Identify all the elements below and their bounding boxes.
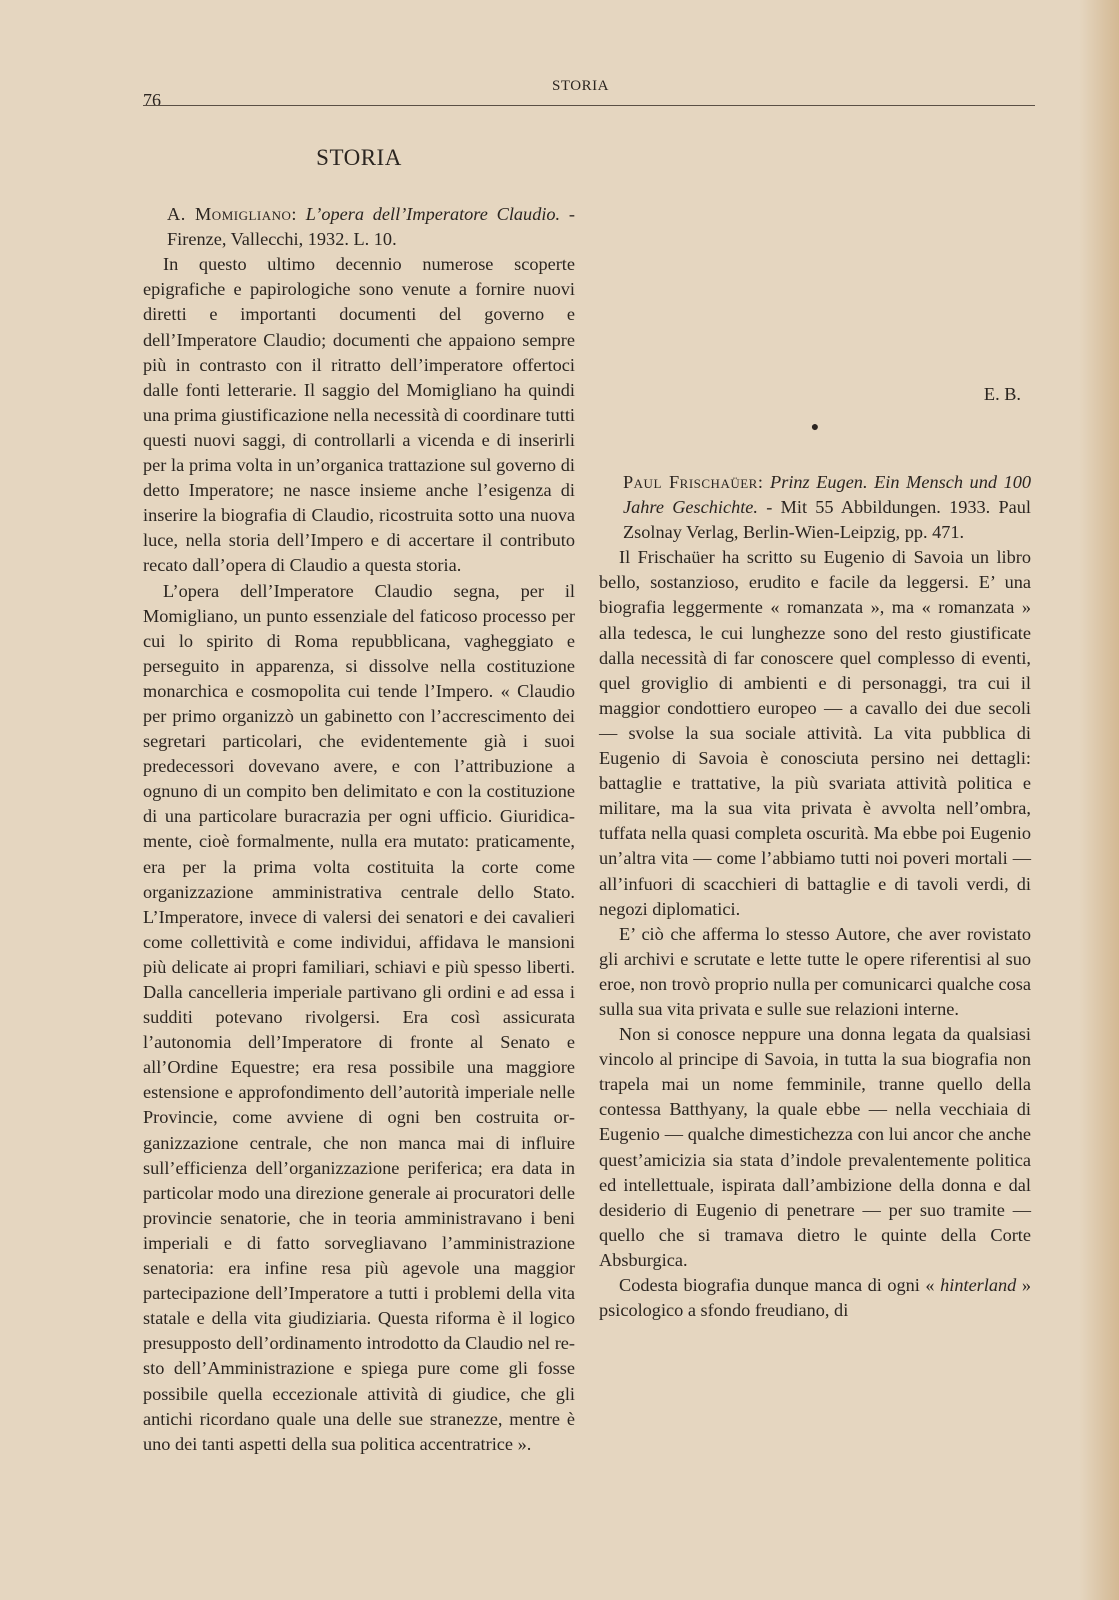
page-number: 76	[143, 90, 161, 110]
review1-author: A. Momigliano:	[167, 204, 297, 225]
review2-paragraph-4-end: » psicologico a sfondo freudiano, di	[599, 1275, 1031, 1321]
review1-paragraph-1: In questo ultimo decennio numerose scoperte epigrafiche e papirologiche sono venute a fornire nuovi diretti e importanti documenti del governo e dell’Imperatore Claudio; documenti che appaiono sempre più in contrasto con il ritratto dell’imperatore offertoci dalle fonti letterarie. Il saggio del Momigliano ha quindi una prima giustificazione nella necessità di coordinare tutti questi nuovi saggi, di controllarli a vicenda e di inserirli per la prima volta in un’organica trattazione sul governo di detto Imperatore; ne nasce insieme anche l’esigenza di inserire la biografia di Claudio, ricostruita sotto una nuova luce, nella storia dell’Impero e di accertare il contributo recato dall’opera di Claudio a questa storia.	[143, 254, 575, 576]
review1-book-title: L’opera dell’Imperatore Claudio.	[305, 204, 561, 225]
header-rule	[143, 105, 1035, 106]
review1-citation	[143, 202, 575, 252]
review2-hinterland: hinterland	[940, 1275, 1017, 1295]
review2-citation	[599, 470, 1031, 545]
review2-paragraph-3: Non si conosce neppure una donna legata da qualsiasi vincolo al principe di Savoia, in tutta la sua biografia non trapela mai un nome femminile, tranne quello della contessa Batthyany, la quale ebbe — nella vecchiaia di Eugenio — qualche dimestichezza con lui ancor che anche quest’amicizia sia stata d’indole prevalentemente politica ed intellettuale, ispirata dall’ambizione della donna e dal desiderio di Eugenio di penetrare — per suo tramite — quello che si tramava dietro le quinte della Corte Absburgica.	[599, 1024, 1031, 1270]
page-edge-shadow	[1079, 0, 1119, 1600]
running-head: STORIA	[552, 78, 609, 94]
review1-publication: - Firenze, Vallecchi, 1932. L. 10.	[167, 204, 575, 250]
left-column	[143, 135, 575, 1457]
review2-book-title: Prinz Eugen. Ein Mensch und 100 Jahre Geschichte.	[623, 472, 1031, 518]
section-title: STORIA	[316, 145, 402, 170]
review-separator: ●	[810, 420, 820, 436]
review2-paragraph-2: E’ ciò che afferma lo stesso Autore, che aver rovistato gli archivi e scrutate e lette tutte le opere riferentisi al suo eroe, non trovò proprio nulla per comunicarci qualche cosa sulla sua vita privata e sulle sue relazioni interne.	[599, 923, 1031, 1019]
review2-author: Paul Frischaüer:	[623, 472, 764, 492]
review2-paragraph-4	[599, 1273, 1031, 1323]
review1-paragraph-2: L’opera dell’Imperatore Claudio segna, per il Momigliano, un punto essenziale del faticoso processo per cui lo spirito di Roma repubblicana, vagheggiato e perseguito in apparenza, si dissolve nella costituzione monarchica e cosmopolita cui tende l’Impero. « Claudio per primo organizzò un gabinetto con l’accrescimento dei segretari particolari, che evidentemente già i suoi predecessori dovevano avere, e con l’attribuzione a ognuno di un compito ben delimitato e con la costituzione di una particolare buracrazia per ogni ufficio. Giuridicamente, cioè formalmente, nulla era mutato: praticamente, era per la prima volta costituita la corte come organizzazione amministrativa centrale dello Stato. L’Imperatore, invece di valersi dei senatori e dei cavalieri come collettività e come individui, affidava le mansioni più delicate ai propri familiari, schiavi e più spesso liberti. Dalla cancelleria imperiale partivano gli ordini e ad essa i sudditi potevano rivolgersi. Era così assicurata l’autonomia dell’Imperatore di fronte al Senato e all’Ordine Equestre; era resa possibile una maggiore estensione e approfondimento dell’autorità imperiale nelle Provincie, come avviene di ogni ben costruita organizzazione centrale, che non manca mai di influire sull’efficienza dell’organizzazione periferica; era data in particolar modo una direzione generale ai procuratori delle provincie senatorie, che in teoria amministravano i beni imperiali e di fatto sorvegliavano l’amministrazione senatoria: era infine resa più agevole una maggior partecipazione dell’Imperatore a tutti i problemi della vita statale e della vita giudiziaria. Questa riforma è il logico presupposto dell’ordinamento introdotto da Claudio nel resto dell’Amministrazione e spiega pure come gli fosse possibile quella eccezionale attività di giudice, che gli antichi ricordano quale una delle sue stranezze, mentre è uno dei tanti aspetti della sua politica accentratrice ».	[143, 580, 575, 1454]
review1-signature: E. B.	[983, 384, 1021, 404]
review1-end	[599, 380, 1031, 470]
review2-publication: - Mit 55 Abbildungen. 1933. Paul Zsolnay Verlag, Berlin-Wien-Leipzig, pp. 471.	[623, 497, 1031, 543]
right-column	[599, 470, 1031, 1323]
review2-paragraph-4-start: Codesta biografia dunque manca di ogni «	[619, 1275, 941, 1295]
review2-paragraph-1: Il Frischaüer ha scritto su Eugenio di Savoia un libro bello, sostanzioso, erudito e facile da leggersi. E’ una biografia leggermente « romanzata », ma « romanzata » alla tedesca, le cui lunghezze sono del resto giustificate dalla necessità di far conoscere quel complesso di eventi, quel groviglio di ambienti e di personaggi, tra cui il maggior condottiero europeo — a cavallo dei due secoli — svolse la sua sociale attività. La vita pubblica di Eugenio di Savoia è conosciuta persino nei dettagli: battaglie e trattative, la più svariata attività politica e militare, ma la sua vita privata è avvolta nell’ombra, tuffata nella quasi completa oscurità. Ma ebbe poi Eugenio un’altra vita — come l’abbiamo tutti noi poveri mortali — all’infuori di scacchieri di battaglie e di tavoli verdi, di negozi diplomatici.	[599, 547, 1031, 919]
